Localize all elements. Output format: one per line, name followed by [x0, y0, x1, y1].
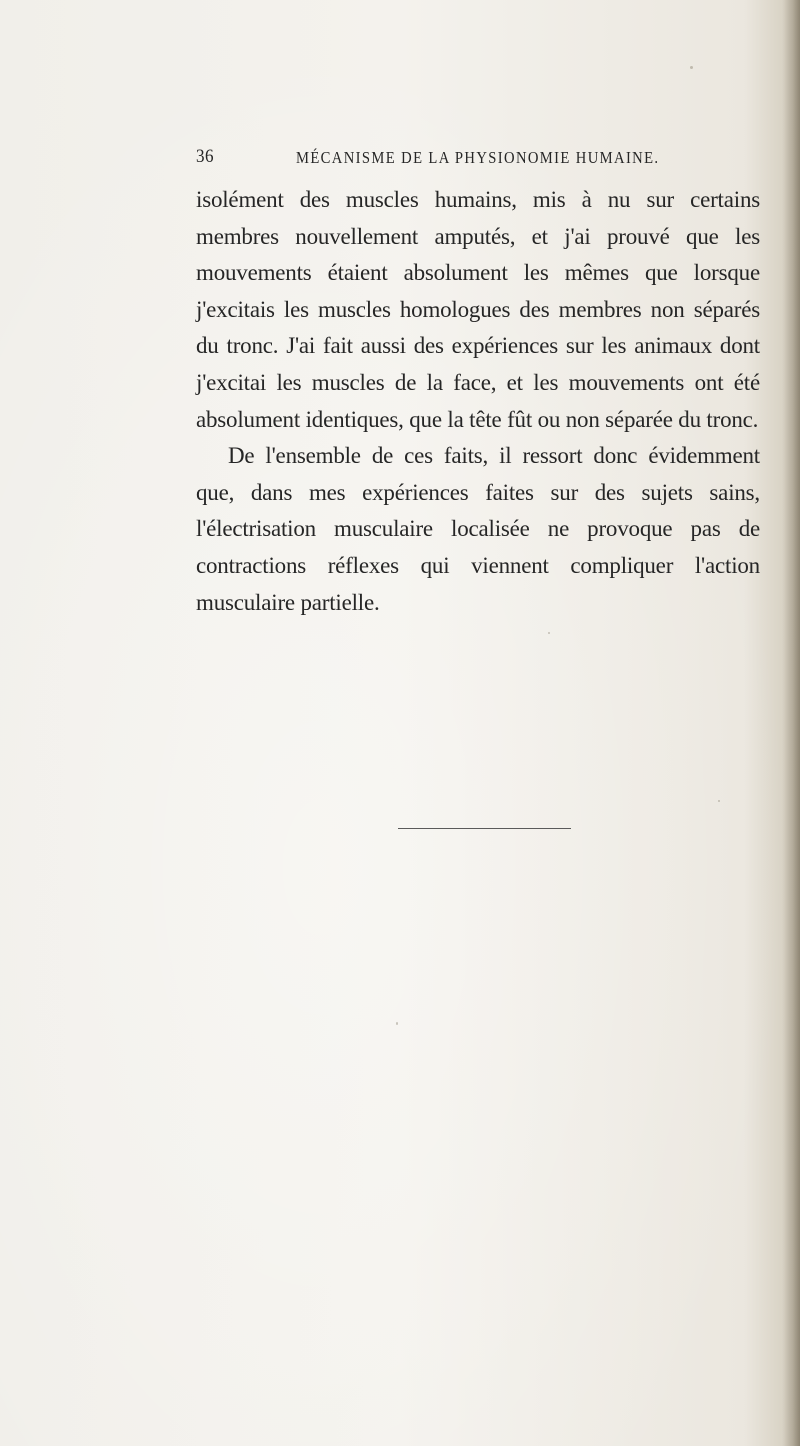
paragraph-2: De l'ensemble de ces faits, il ressort donc évidemment que, dans mes expériences faites sur des sujets sains, l'électrisation musculaire localisée ne provoque pas de contractions réflexes qui viennent compliquer l'action musculaire partielle. — [196, 443, 760, 615]
paper-speck — [396, 1022, 398, 1025]
body-text — [196, 182, 760, 621]
paragraph-1: isolément des muscles humains, mis à nu sur certains membres nouvellement amputés, et j'ai prouvé que les mouvements étaient absolument les mêmes que lorsque j'excitais les muscles homologues des membres non séparés du tronc. J'ai fait aussi des expériences sur les animaux dont j'excitai les muscles de la face, et les mouvements ont été absolument identiques, que la tête fût ou non séparée du tronc. — [196, 187, 760, 432]
section-divider — [398, 828, 571, 829]
page-number: 36 — [196, 146, 214, 167]
page-edge-shadow — [782, 0, 800, 1446]
paper-speck — [718, 800, 720, 802]
paper-speck — [690, 66, 693, 69]
paper-speck — [548, 632, 550, 634]
running-head — [196, 146, 756, 172]
running-title: MÉCANISME DE LA PHYSIONOMIE HUMAINE. — [296, 148, 660, 167]
